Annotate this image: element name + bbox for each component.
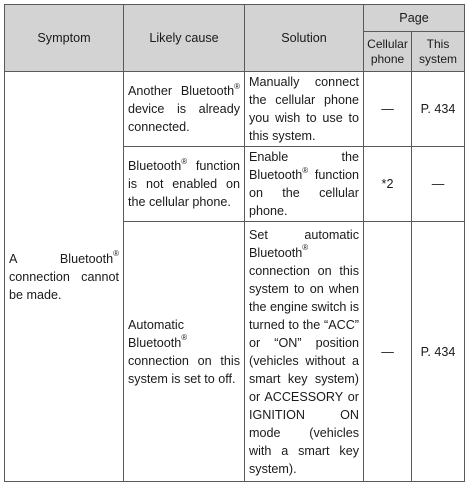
- this-system-page: P. 434: [412, 222, 465, 482]
- cause-cell: Bluetooth® function is not enabled on the cellular phone.: [124, 147, 245, 222]
- header-symptom: Symptom: [5, 5, 124, 72]
- header-likely-cause: Likely cause: [124, 5, 245, 72]
- symptom-cell: A Bluetooth® connection cannot be made.: [5, 72, 124, 482]
- header-cellular-phone: Cellular phone: [364, 32, 412, 72]
- cause-cell: Another Bluetooth® device is already connected.: [124, 72, 245, 147]
- table-row: [5, 72, 465, 147]
- cause-cell: Automatic Bluetooth® connection on this system is set to off.: [124, 222, 245, 482]
- cellular-phone-page: —: [364, 222, 412, 482]
- header-this-system: This system: [412, 32, 465, 72]
- this-system-page: P. 434: [412, 72, 465, 147]
- troubleshooting-table: [4, 4, 465, 482]
- solution-cell: Set automatic Bluetooth® connection on this system to on when the engine switch is turned to the “ACC” or “ON” position (vehicles without a smart key system) or ACCESSORY or IGNITION ON mode (vehicles with a smart key system).: [245, 222, 364, 482]
- header-solution: Solution: [245, 5, 364, 72]
- cellular-phone-page: —: [364, 72, 412, 147]
- solution-cell: Enable the Bluetooth® function on the cellular phone.: [245, 147, 364, 222]
- cellular-phone-page: *2: [364, 147, 412, 222]
- solution-cell: Manually connect the cellular phone you wish to use to this system.: [245, 72, 364, 147]
- this-system-page: —: [412, 147, 465, 222]
- header-page: Page: [364, 5, 465, 32]
